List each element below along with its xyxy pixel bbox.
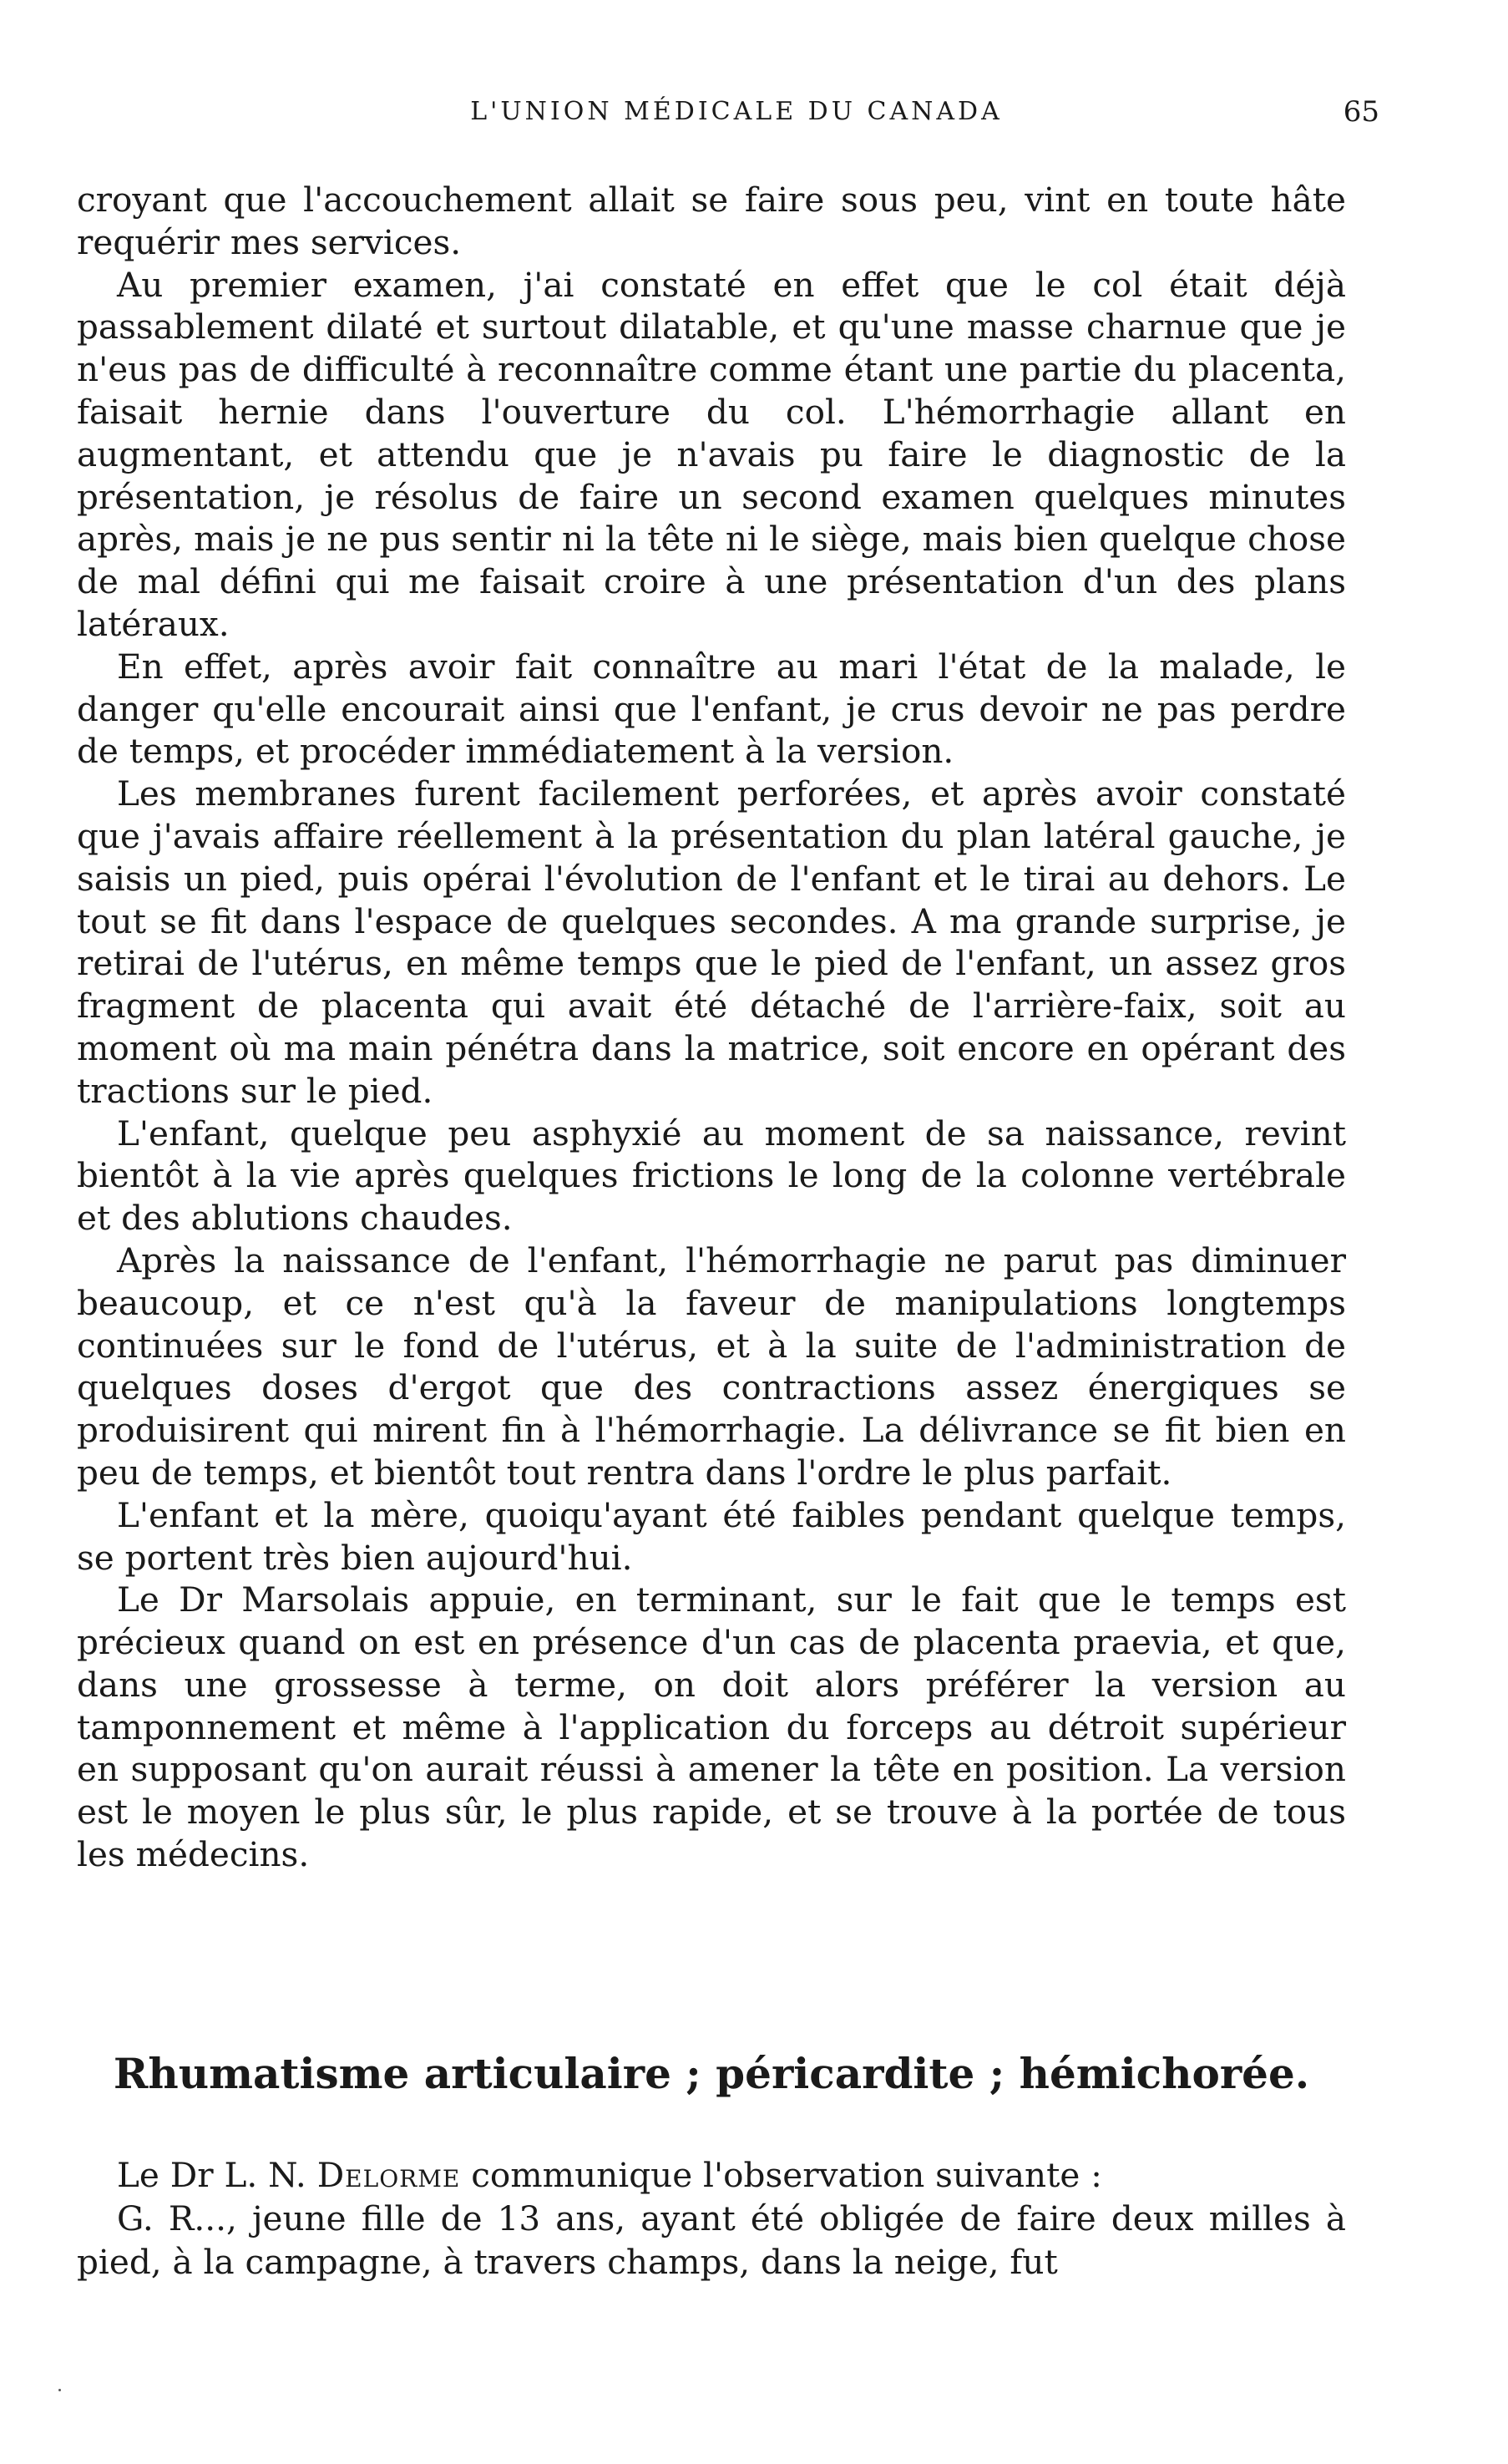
- paragraph-conclusion: Le Dr Marsolais appuie, en terminant, sur le fait que le temps est précieux quand on est en présence d'un cas de placenta praevia, et que, dans une grossesse à terme, on doit alors préférer la version au tamponnement et même à l'application du forceps au détroit supérieur en supposant qu'on aurait réussi à amener la tête en position. La version est le moyen le plus sûr, le plus rapide, et se trouve à la portée de tous les médecins.: [77, 1579, 1346, 1875]
- paragraph-outcome: L'enfant et la mère, quoiqu'ayant été faibles pendant quelque temps, se portent très bien aujourd'hui.: [77, 1494, 1346, 1578]
- case-description: G. R..., jeune fille de 13 ans, ayant été obligée de faire deux milles à pied, à la campagne, à travers champs, dans la neige, fut: [77, 2198, 1346, 2282]
- running-header: [77, 94, 1379, 130]
- paragraph-child: L'enfant, quelque peu asphyxié au moment de sa naissance, revint bientôt à la vie après quelques frictions le long de la colonne vertébrale et des ablutions chaudes.: [77, 1113, 1346, 1239]
- intro-after: communique l'observation suivante :: [460, 2155, 1102, 2195]
- page-number: 65: [1343, 95, 1379, 129]
- paragraph-first-exam: Au premier examen, j'ai constaté en effet que le col était déjà passablement dilaté et surtout dilatable, et qu'une masse charnue que je n'eus pas de difficulté à reconnaître comme étant une partie du placenta, faisait hernie dans l'ouverture du col. L'hémorrhagie allant en augmentant, et attendu que je n'avais pu faire le diagnostic de la présentation, je résolus de faire un second examen quelques minutes après, mais je ne pus sentir ni la tête ni le siège, mais bien quelque chose de mal défini qui me faisait croire à une présentation d'un des plans latéraux.: [77, 264, 1346, 644]
- paragraph-hemorrhage: Après la naissance de l'enfant, l'hémorrhagie ne parut pas diminuer beaucoup, et ce n'est qu'à la faveur de manipulations longtemps continuées sur le fond de l'utérus, et à la suite de l'administration de quelques doses d'ergot que des contractions assez énergiques se produisirent qui mirent fin à l'hémorrhagie. La délivrance se fit bien en peu de temps, et bientôt tout rentra dans l'ordre le plus parfait.: [77, 1240, 1346, 1493]
- section-body: [77, 2153, 1346, 2284]
- intro-before: Le Dr L. N.: [117, 2155, 317, 2195]
- section-intro: [77, 2153, 1346, 2197]
- paragraph-version: Les membranes furent facilement perforées, et après avoir constaté que j'avais affaire réellement à la présentation du plan latéral gauche, je saisis un pied, puis opérai l'évolution de l'enfant et le tirai au dehors. Le tout se fit dans l'espace de quelques secondes. A ma grande surprise, je retirai de l'utérus, en même temps que le pied de l'enfant, un assez gros fragment de placenta qui avait été détaché de l'arrière-faix, soit au moment où ma main pénétra dans la matrice, soit encore en opérant des tractions sur le pied.: [77, 773, 1346, 1111]
- section-heading: Rhumatisme articulaire ; péricardite ; hémichorée.: [113, 2049, 1310, 2098]
- article-body: [77, 179, 1346, 1876]
- journal-title: L'UNION MÉDICALE DU CANADA: [470, 97, 1003, 126]
- paragraph-continued: croyant que l'accouchement allait se faire sous peu, vint en toute hâte requérir mes services.: [77, 180, 1346, 262]
- print-speck: [58, 2389, 61, 2391]
- paragraph-decision: En effet, après avoir fait connaître au mari l'état de la malade, le danger qu'elle encourait ainsi que l'enfant, je crus devoir ne pas perdre de temps, et procéder immédiatement à la version.: [77, 646, 1346, 772]
- author-name: Delorme: [316, 2155, 461, 2195]
